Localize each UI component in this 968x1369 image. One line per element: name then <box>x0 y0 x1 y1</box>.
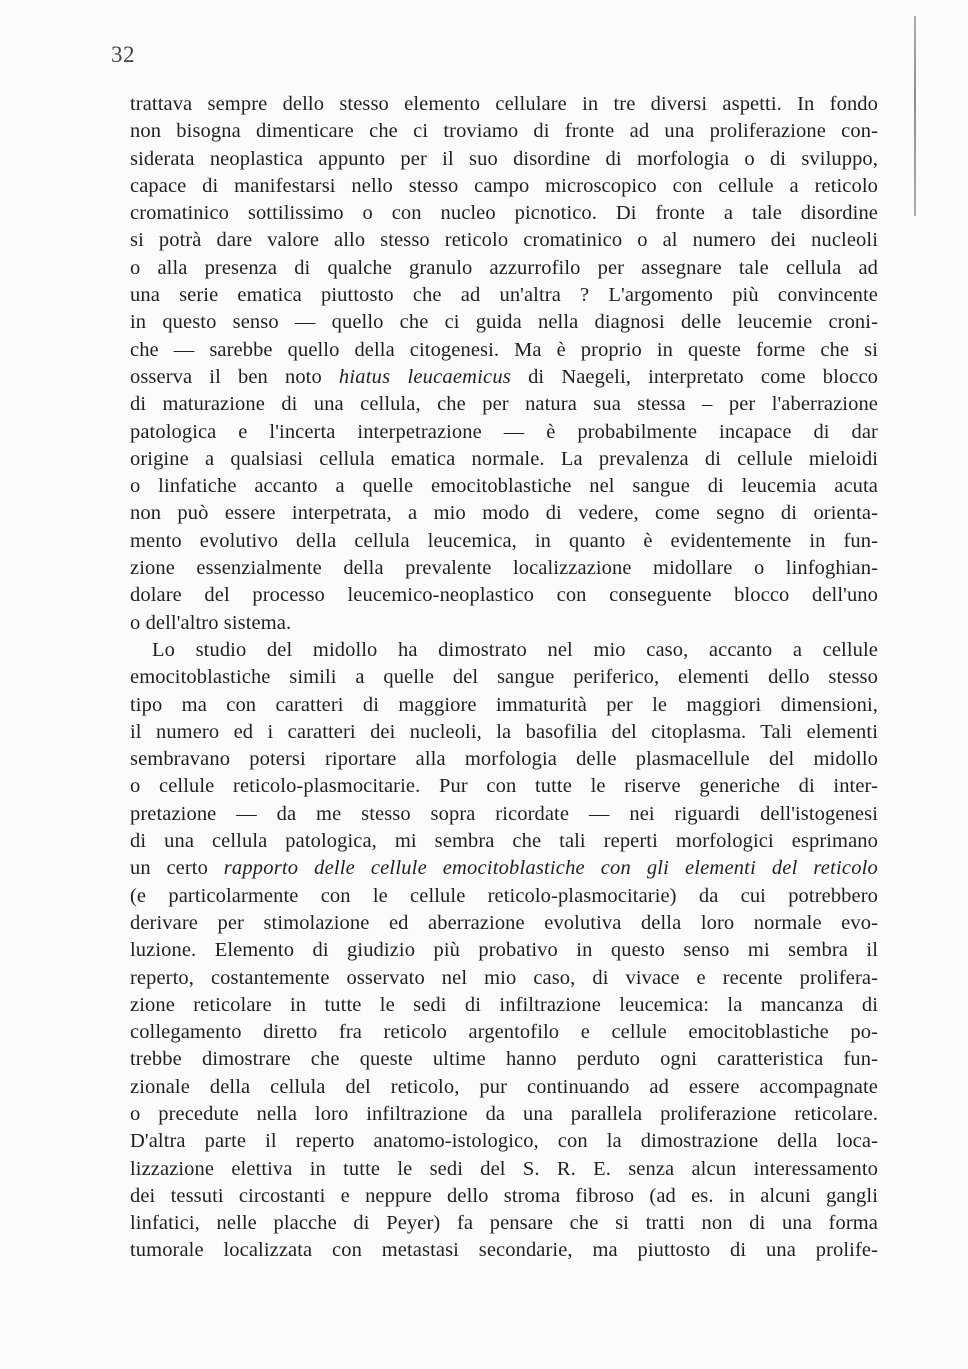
text-line: reperto, costantemente osservato nel mio caso, di vivace e recente prolifera- <box>130 966 878 989</box>
text-line: di una cellula patologica, mi sembra che tali reperti morfologici esprimano <box>130 830 878 853</box>
text-line: dei tessuti circostanti e neppure dello stroma fibroso (ad es. in alcuni gangli <box>130 1184 878 1207</box>
text-line: si potrà dare valore allo stesso reticolo cromatinico o al numero dei nucleoli <box>130 229 878 252</box>
text-line: capace di manifestarsi nello stesso campo microscopico con cellule a reticolo <box>130 174 878 197</box>
text-line: di maturazione di una cellula, che per natura sua stessa – per l'aberrazione <box>130 393 878 416</box>
text-line <box>130 364 878 391</box>
text-line: collegamento diretto fra reticolo argentofilo e cellule emocitoblastiche po- <box>130 1021 878 1044</box>
page-number: 32 <box>111 42 135 67</box>
text-line: o alla presenza di qualche granulo azzurrofilo per assegnare tale cellula ad <box>130 256 878 279</box>
text-line: non bisogna dimenticare che ci troviamo di fronte ad una proliferazione con- <box>130 120 878 143</box>
text-line: cromatinico sottilissimo o con nucleo picnotico. Di fronte a tale disordine <box>130 202 878 225</box>
text-line: zione reticolare in tutte le sedi di infiltrazione leucemica: la mancanza di <box>130 993 878 1016</box>
text-line: mento evolutivo della cellula leucemica, in quanto è evidentemente in fun- <box>130 529 878 552</box>
text-line: (e particolarmente con le cellule reticolo-plasmocitarie) da cui potrebbero <box>130 884 878 907</box>
text-line: zionale della cellula del reticolo, pur continuando ad essere accompagnate <box>130 1075 878 1098</box>
text-segment: di Naegeli, interpretato come blocco <box>510 365 878 388</box>
text-segment: osserva il ben noto <box>130 365 339 388</box>
text-line <box>130 855 878 882</box>
text-line: una serie ematica piuttosto che ad un'altra ? L'argomento più convincente <box>130 284 878 307</box>
text-line: non può essere interpetrata, a mio modo di vedere, come segno di orienta- <box>130 502 878 525</box>
text-line: lizzazione elettiva in tutte le sedi del S. R. E. senza alcun interessamento <box>130 1157 878 1180</box>
text-line: che — sarebbe quello della citogenesi. Ma è proprio in queste forme che si <box>130 338 878 361</box>
body-text <box>130 91 878 1271</box>
text-segment: un certo <box>130 857 224 880</box>
text-line: trebbe dimostrare che queste ultime hanno perduto ogni caratteristica fun- <box>130 1048 878 1071</box>
text-line: origine a qualsiasi cellula ematica normale. La prevalenza di cellule mieloidi <box>130 447 878 470</box>
text-line: zione essenzialmente della prevalente localizzazione midollare o linfoghian- <box>130 557 878 580</box>
text-line: pretazione — da me stesso sopra ricordate — nei riguardi dell'istogenesi <box>130 802 878 825</box>
text-line: siderata neoplastica appunto per il suo disordine di morfologia o di sviluppo, <box>130 147 878 170</box>
text-line: luzione. Elemento di giudizio più probativo in questo senso mi sembra il <box>130 939 878 962</box>
italic-term: hiatus leucaemicus <box>338 365 511 388</box>
text-line: trattava sempre dello stesso elemento cellulare in tre diversi aspetti. In fondo <box>130 93 878 115</box>
text-line: D'altra parte il reperto anatomo-istologico, con la dimostrazione della loca- <box>130 1130 878 1153</box>
text-line: o linfatiche accanto a quelle emocitoblastiche nel sangue di leucemia acuta <box>130 475 878 498</box>
text-line: derivare per stimolazione ed aberrazione evolutiva della loro normale evo- <box>130 911 878 934</box>
text-line: o dell'altro sistema. <box>130 611 292 634</box>
text-line: emocitoblastiche simili a quelle del sangue periferico, elementi dello stesso <box>130 666 878 689</box>
text-line: tumorale localizzata con metastasi secondarie, ma piuttosto di una prolife- <box>130 1239 878 1262</box>
text-line: o cellule reticolo-plasmocitarie. Pur con tutte le riserve generiche di inter- <box>130 775 878 798</box>
text-line: patologica e l'incerta interpetrazione — è probabilmente incapace di dar <box>130 420 878 443</box>
text-line: linfatici, nelle placche di Peyer) fa pensare che si tratti non di una forma <box>130 1212 878 1235</box>
text-line: o precedute nella loro infiltrazione da una parallela proliferazione reticolare. <box>130 1102 878 1125</box>
text-line: il numero ed i caratteri dei nucleoli, la basofilia del citoplasma. Tali elementi <box>130 720 878 743</box>
binding-edge-mark <box>914 16 916 216</box>
italic-term: rapporto delle cellule emocitoblastiche con gli elementi del reticolo <box>223 857 878 880</box>
text-line: sembravano potersi riportare alla morfologia delle plasmacellule del midollo <box>130 748 878 771</box>
text-line: dolare del processo leucemico-neoplastico con conseguente blocco dell'uno <box>130 584 878 607</box>
text-line: Lo studio del midollo ha dimostrato nel mio caso, accanto a cellule <box>152 638 878 661</box>
text-line: in questo senso — quello che ci guida nella diagnosi delle leucemie croni- <box>130 311 878 334</box>
text-line: tipo ma con caratteri di maggiore immaturità per le maggiori dimensioni, <box>130 693 878 716</box>
